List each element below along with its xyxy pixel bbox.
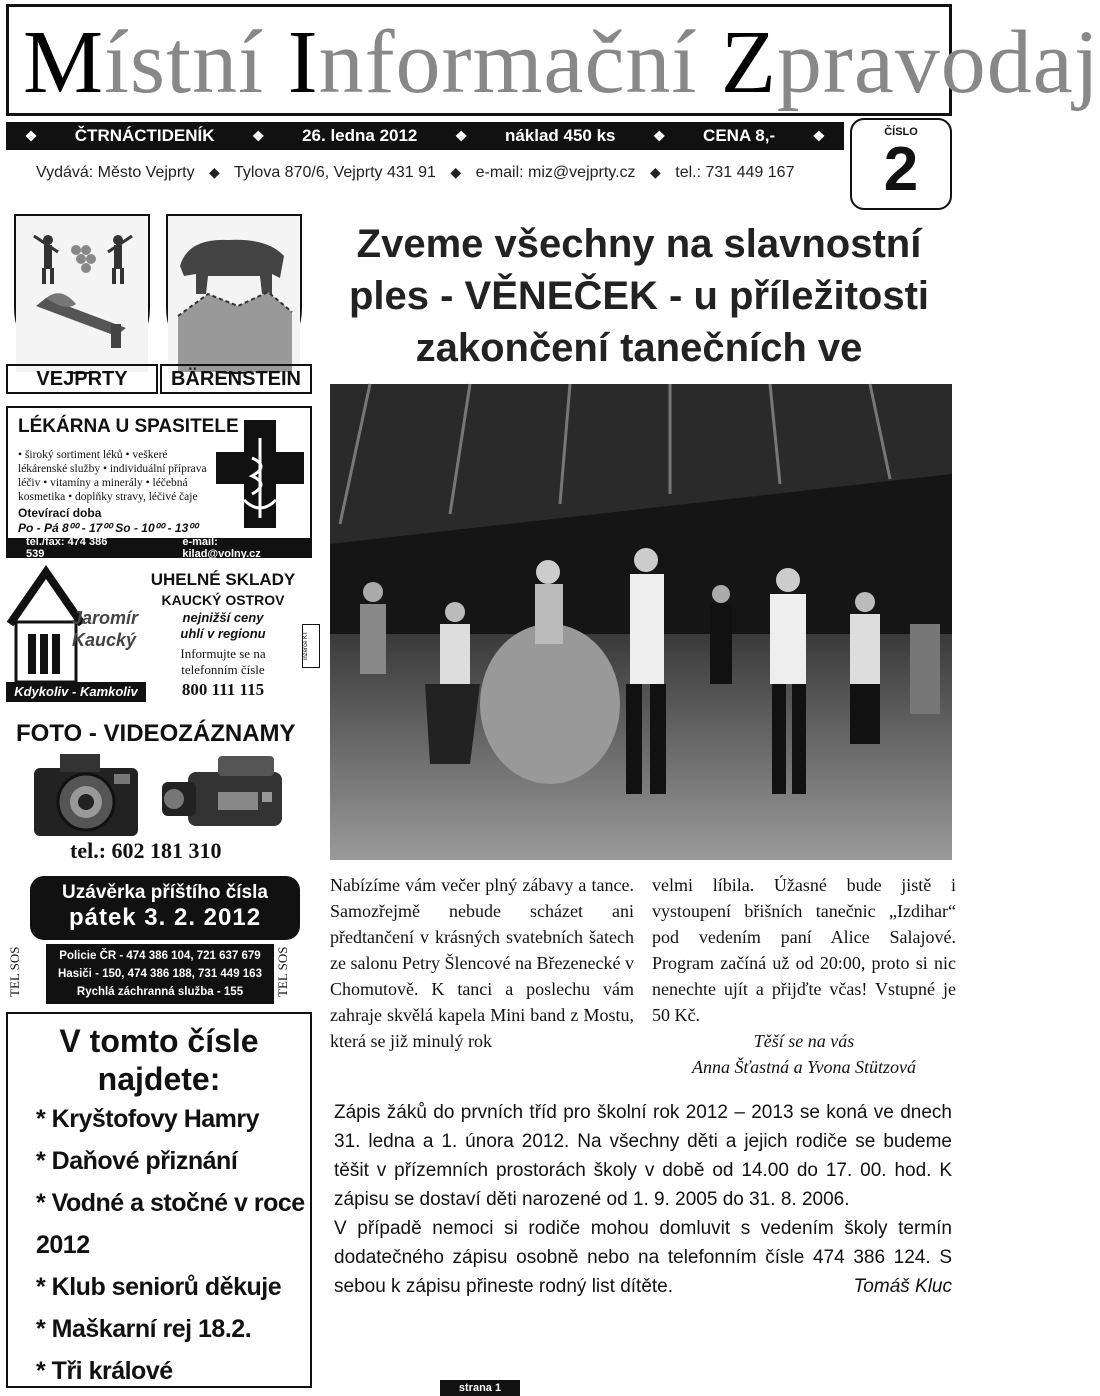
- title-word-2-initial: I: [287, 13, 319, 112]
- sos-side-label-left: TEL SOS: [7, 946, 22, 998]
- coal-phone: 800 111 115: [181, 680, 265, 699]
- toc-item: * Klub seniorů děkuje: [36, 1273, 282, 1301]
- deadline-label: Uzávěrka příštího čísla: [62, 882, 268, 903]
- toc-item: * Tři králové: [36, 1357, 173, 1385]
- school-paragraph-1: Zápis žáků do prvních tříd pro školní rok 2012 – 2013 se koná ve dnech 31. ledna a 1. února 2012. Na všechny děti a jejich rodiče se budeme těšit v přízemních prostorách školy v době od 14.00 do 17. 00. hod. K zápisu se dostaví děti narozené od 1. 9. 2005 do 31. 8. 2006.: [334, 1102, 952, 1210]
- toc-title-line-1: V tomto čísle: [59, 1023, 259, 1059]
- deadline-date: pátek 3. 2. 2012: [68, 904, 262, 931]
- deadline-box: [30, 876, 300, 940]
- barenstein-crest: [166, 214, 302, 374]
- foto-video-title: FOTO - VIDEOZÁZNAMY: [16, 720, 296, 747]
- coal-info-2: telefonním čísle: [181, 662, 265, 677]
- vejprty-crest: [14, 214, 150, 374]
- vejprty-crest-icon: [16, 216, 148, 372]
- table-of-contents: [6, 1012, 312, 1388]
- title-word-2-rest: nformační: [318, 13, 698, 112]
- pharmacy-email: e-mail: kilad@volny.cz: [182, 536, 261, 560]
- ad-tag: inzerce KT: [302, 624, 320, 668]
- coal-info: [148, 646, 298, 678]
- separator-icon: ❖: [454, 127, 468, 144]
- kaucky-logo: [6, 564, 146, 704]
- article-column-2-text: velmi líbila. Úžasné bude jistě i vystoupení břišních tanečnic „Izdihar“ pod vedením paní Alice Salajové. Program začíná už od 20:00, proto si nic nenechte ujít a přijďte včas! Vstupné je 50 Kč.: [652, 875, 956, 1025]
- logo-name-2: Kaucký: [72, 630, 137, 650]
- pharmacy-services: • široký sortiment léků • veškeré lékárenské služby • individuální příprava léčiv • vitamíny a minerály • léčebná kosmetika • doplňky stravy, léčivé čaje: [18, 449, 207, 503]
- bear-crest-icon: [168, 216, 300, 372]
- toc-title: [8, 1022, 310, 1098]
- newspaper-title: [23, 13, 1100, 113]
- headline-line-2: ples - VĚNEČEK - u příležitosti: [348, 274, 930, 318]
- publisher-email: e-mail: miz@vejprty.cz: [475, 164, 636, 181]
- toc-title-line-2: najdete:: [97, 1061, 221, 1097]
- title-word-1-initial: M: [23, 13, 105, 112]
- frequency-label: ČTRNÁCTIDENÍK: [74, 126, 215, 145]
- sos-side-label-right: TEL SOS: [275, 946, 290, 998]
- coal-slogan: [148, 610, 298, 642]
- toc-item: * Daňové přiznání: [36, 1147, 238, 1175]
- title-word-1-rest: ístní: [104, 13, 265, 112]
- title-word-3-initial: Z: [720, 13, 777, 112]
- logo-tagline: Kdykoliv - Kamkoliv: [6, 682, 146, 702]
- issue-number: 2: [883, 135, 919, 204]
- crest-label-vejprty: VEJPRTY: [6, 364, 158, 394]
- emergency-list: [46, 944, 274, 1004]
- pharmacy-hours-label: Otevírací doba: [18, 506, 102, 520]
- separator-icon: ❖: [252, 127, 265, 144]
- title-word-3-rest: pravodaj: [776, 13, 1100, 112]
- masthead: [6, 4, 1100, 116]
- issue-number-box: [850, 118, 952, 210]
- article-signature-line-1: Těší se na vás: [753, 1031, 855, 1051]
- coal-title: UHELNÉ SKLADY: [150, 570, 296, 589]
- coal-warehouse-ad: [6, 564, 320, 704]
- article-column-2: [652, 872, 956, 1080]
- emergency-numbers: [6, 940, 312, 1004]
- foto-phone: tel.: 602 181 310: [70, 838, 222, 863]
- issue-label: ČÍSLO: [884, 126, 918, 138]
- publisher-line: [36, 164, 794, 182]
- info-bar: [6, 122, 844, 150]
- coal-slogan-2: uhlí v regionu: [180, 626, 266, 641]
- pharmacy-cross-icon: [214, 418, 306, 530]
- toc-item: * Kryštofovy Hamry: [36, 1105, 260, 1133]
- ambulance-number: Rychlá záchranná služba - 155: [76, 986, 244, 998]
- page-number: strana 1: [440, 1380, 520, 1396]
- coal-info-1: Informujte se na: [180, 646, 266, 661]
- headline-line-1: Zveme všechny na slavnostní: [356, 222, 922, 266]
- coal-slogan-1: nejnižší ceny: [182, 610, 264, 625]
- article-column-1: Nabízíme vám večer plný zábavy a tance. Samozřejmě nebude scházet ani předtančení v krásných svatebních šatech ze salonu Petry Šlencové na Březenecké v Chomutově. K tanci a poslechu vám zahraje skvělá kapela Mini band z Mostu, která se již minulý rok: [330, 875, 634, 1051]
- article-signature-line-2: Anna Šťastná a Yvona Stützová: [692, 1057, 916, 1077]
- print-run: náklad 450 ks: [504, 126, 616, 145]
- separator-icon: ❖: [24, 127, 38, 144]
- publisher-phone: tel.: 731 449 167: [675, 164, 795, 181]
- fire-number: Hasiči - 150, 474 386 188, 731 449 163: [58, 968, 262, 980]
- school-enrollment-notice: [334, 1098, 952, 1301]
- school-signature: Tomáš Kluc: [853, 1276, 952, 1297]
- crest-label-barenstein: BÄRENSTEIN: [160, 364, 312, 394]
- video-camera-icon: [158, 752, 288, 840]
- pharmacy-phone: tel./fax: 474 386 539: [26, 536, 108, 560]
- pharmacy-title: LÉKÁRNA U SPASITELE: [18, 416, 239, 437]
- toc-item: * Maškarní rej 18.2.: [36, 1315, 252, 1343]
- separator-icon: ❖: [812, 127, 826, 144]
- diamond-icon: ◆: [209, 164, 220, 180]
- price: CENA 8,-: [703, 126, 776, 145]
- headline-line-3: zakončení tanečních ve: [415, 326, 863, 370]
- publisher-address: Tylova 870/6, Vejprty 431 91: [233, 164, 436, 181]
- logo-name-1: Jaromír: [72, 608, 139, 628]
- police-number: Policie ČR - 474 386 104, 721 637 679: [59, 950, 261, 962]
- pharmacy-hours: Po - Pá 8⁰⁰ - 17⁰⁰ So - 10⁰⁰ - 13⁰⁰: [18, 521, 198, 535]
- coal-subtitle: KAUCKÝ OSTROV: [161, 592, 285, 608]
- diamond-icon: ◆: [650, 164, 661, 180]
- issue-date: 26. ledna 2012: [302, 126, 418, 145]
- separator-icon: ❖: [653, 127, 666, 144]
- diamond-icon: ◆: [450, 164, 462, 180]
- school-paragraph-2: V případě nemoci si rodiče mohou domluvit s vedením školy termín dodatečného zápisu osobně nebo na telefonním čísle 474 386 124. S sebou k zápisu přineste rodný list dítěte.: [334, 1218, 952, 1297]
- publisher-issuer: Vydává: Město Vejprty: [36, 164, 195, 181]
- dance-ball-photo: [330, 384, 952, 860]
- pharmacy-ad: [6, 406, 312, 558]
- dance-photo-image: [330, 384, 952, 860]
- pharmacy-contact-bar: [6, 538, 312, 558]
- camera-icon: [30, 744, 142, 840]
- toc-item: * Vodné a stočné v roce 2012: [36, 1189, 305, 1259]
